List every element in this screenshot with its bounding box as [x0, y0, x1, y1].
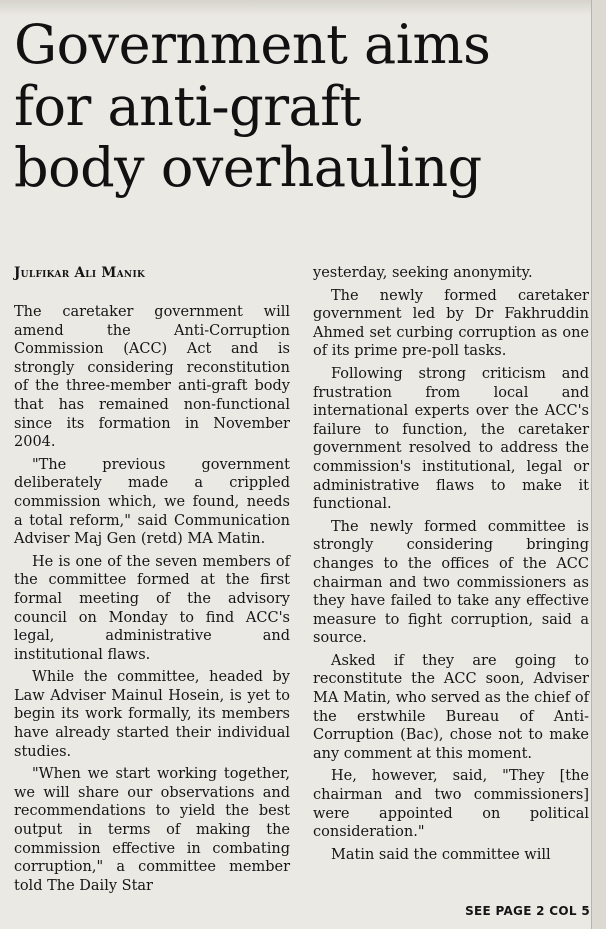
paragraph: He, however, said, "They [the chairman and two commissioners] were appointed on political consideration." — [313, 768, 589, 841]
byline: Julfikar Ali Manik — [14, 265, 146, 281]
paragraph: The newly formed committee is strongly considering bringing changes to the offices of the ACC chairman and two commissioners as they have failed to take any effective measure to fight corruption, said a source. — [313, 518, 589, 647]
article-column-left — [14, 303, 290, 899]
continuation-jump: SEE PAGE 2 COL 5 — [465, 904, 590, 918]
paragraph: While the committee, headed by Law Adviser Mainul Hosein, is yet to begin its work formally, its members have already started their individual studies. — [14, 669, 290, 760]
paragraph: Asked if they are going to reconstitute the ACC soon, Adviser MA Matin, who served as the chief of the erstwhile Bureau of Anti-Corruption (Bac), chose not to make any comment at this moment. — [313, 652, 589, 762]
headline-line-3: body overhauling — [14, 136, 482, 200]
headline-line-1: Government aims — [14, 13, 491, 76]
paragraph: "The previous government deliberately made a crippled commission which, we found, needs a total reform," said Communication Adviser Maj Gen (retd) MA Matin. — [14, 456, 290, 548]
paragraph: Following strong criticism and frustration from local and international experts over the ACC's failure to function, the caretaker government resolved to address the commission's institutional, legal or administrative flaws to make it functional. — [313, 365, 589, 513]
paragraph: "When we start working together, we will share our observations and recommendations to yield the best output in terms of making the commission effective in combating corruption," a committee member told The Daily Star — [14, 766, 290, 894]
headline-line-2: for anti-graft — [14, 74, 361, 138]
paragraph: The newly formed caretaker government led by Dr Fakhruddin Ahmed set curbing corruption as one of its prime pre-poll tasks. — [313, 287, 589, 360]
paragraph: He is one of the seven members of the committee formed at the first formal meeting of the advisory council on Monday to find ACC's legal, administrative and institutional flaws. — [14, 553, 290, 663]
article-column-right — [313, 264, 589, 868]
headline — [14, 14, 594, 199]
paragraph: yesterday, seeking anonymity. — [313, 265, 533, 281]
paragraph: The caretaker government will amend the Anti-Corruption Commission (ACC) Act and is strongly considering reconstitution of the three-member anti-graft body that has remained non-functional since its formation in November 2004. — [14, 304, 290, 451]
paragraph: Matin said the committee will — [331, 846, 551, 863]
